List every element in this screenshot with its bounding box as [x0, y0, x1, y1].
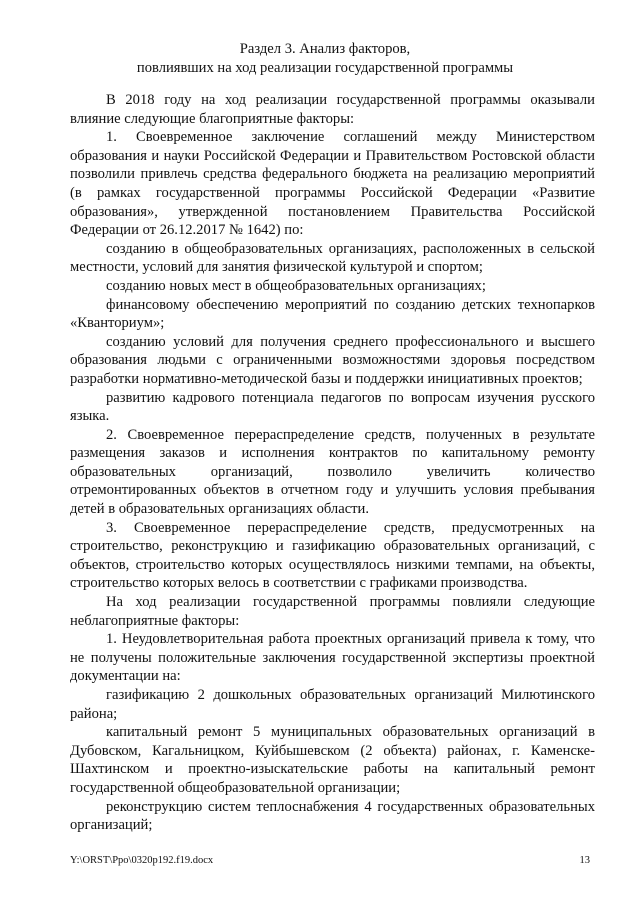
- list-item-capital-repair: капитальный ремонт 5 муниципальных образовательных организаций в Дубовском, Кагальницком, Куйбышевском (2 объекта) районах, г. Каменске-Шахтинском и проектно-изыскательские работы на капитальный ремонт государственной общеобразовательной организации;: [70, 724, 595, 796]
- paragraph-factor-2: 2. Своевременное перераспределение средств, полученных в результате размещения заказов и исполнения контрактов по капитальному ремонту образовательных организаций, позволило увеличить количество отремонтированных объектов в отчетном году и улучшить условия пребывания детей в образовательных организациях области.: [70, 426, 595, 518]
- section-heading-line-2: повлиявших на ход реализации государственной программы: [136, 60, 514, 76]
- paragraph-intro-favorable: В 2018 году на ход реализации государственной программы оказывали влияние следующие благоприятные факторы:: [70, 92, 595, 127]
- page-number: 13: [579, 855, 590, 866]
- list-item-heat-supply: реконструкцию систем теплоснабжения 4 государственных образовательных организаций;: [70, 798, 595, 834]
- section-heading: [70, 40, 580, 78]
- section-heading-line-1: Раздел 3. Анализ факторов,: [239, 41, 411, 57]
- list-item-teacher-potential: развитию кадрового потенциала педагогов по вопросам изучения русского языка.: [70, 389, 595, 425]
- list-item-kvantorium: финансовому обеспечению мероприятий по созданию детских технопарков «Кванториум»;: [70, 296, 595, 332]
- file-path: Y:\ORST\Ppo\0320p192.f19.docx: [70, 855, 214, 866]
- list-item-gasification: газификацию 2 дошкольных образовательных организаций Милютинского района;: [70, 687, 595, 722]
- list-item-sports-conditions: созданию в общеобразовательных организациях, расположенных в сельской местности, условий для занятия физической культурой и спортом;: [70, 240, 595, 276]
- list-item-new-places: созданию новых мест в общеобразовательных организациях;: [106, 277, 486, 294]
- document-body: [70, 91, 595, 835]
- paragraph-unfavorable-1: 1. Неудовлетворительная работа проектных организаций привела к тому, что не получены положительные заключения государственной экспертизы проектной документации на:: [70, 631, 595, 685]
- paragraph-factor-3: 3. Своевременное перераспределение средств, предусмотренных на строительство, реконструкцию и газификацию образовательных организаций, с объектов, строительство которых осуществлялось низкими темпами, на объекты, строительство которых велось в соответствии с графиками производства.: [70, 519, 595, 592]
- list-item-disabled-education: созданию условий для получения среднего профессионального и высшего образования людьми с ограниченными возможностями здоровья посредством разработки нормативно-методической базы и поддержки инициативных проектов;: [70, 333, 595, 387]
- paragraph-intro-unfavorable: На ход реализации государственной программы повлияли следующие неблагоприятные факторы:: [70, 594, 595, 629]
- paragraph-factor-1: 1. Своевременное заключение соглашений между Министерством образования и науки Российской Федерации и Правительством Ростовской области позволили привлечь средства федерального бюджета на реализацию мероприятий (в рамках государственной программы Российской Федерации «Развитие образования», утвержденной постановлением Правительства Российской Федерации от 26.12.2017 № 1642) по:: [70, 129, 595, 239]
